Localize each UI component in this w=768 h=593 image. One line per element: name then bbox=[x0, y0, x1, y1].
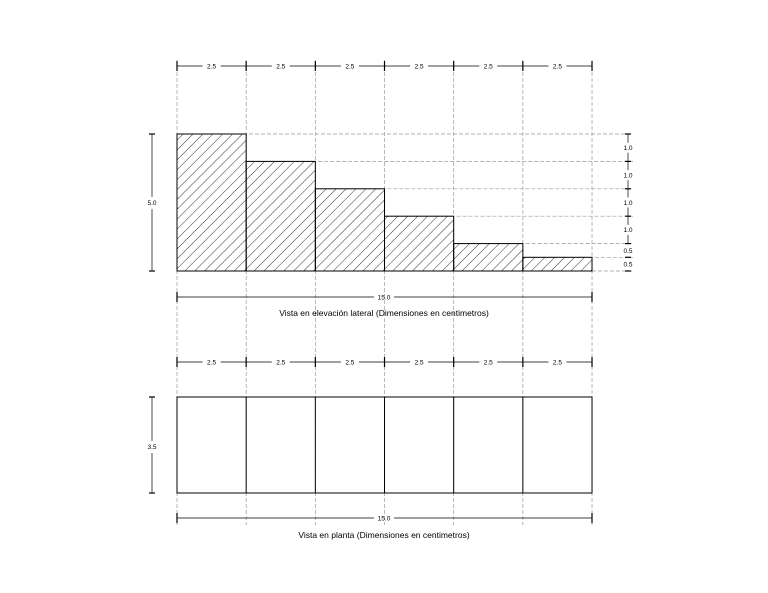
extension-lines bbox=[177, 60, 633, 525]
segment-width-label: 2.5 bbox=[345, 359, 355, 367]
segment-width-label: 2.5 bbox=[483, 359, 493, 367]
segment-width-label: 2.5 bbox=[345, 63, 355, 71]
step-height-label: 0.5 bbox=[623, 247, 633, 255]
elevation-block bbox=[315, 189, 384, 271]
segment-width-label: 2.5 bbox=[207, 359, 217, 367]
elevation-view bbox=[147, 61, 632, 318]
elevation-block bbox=[454, 244, 523, 271]
plan-depth-dimension bbox=[147, 397, 156, 493]
segment-width-label: 2.5 bbox=[483, 63, 493, 71]
elevation-step-dimensions bbox=[623, 134, 632, 271]
elevation-width-label: 15.0 bbox=[377, 294, 391, 302]
segment-width-label: 2.5 bbox=[276, 63, 286, 71]
elevation-height-label: 5.0 bbox=[147, 200, 157, 207]
step-height-label: 1.0 bbox=[623, 199, 633, 207]
step-height-label: 1.0 bbox=[623, 172, 633, 180]
elevation-top-dimensions bbox=[177, 61, 592, 71]
elevation-block bbox=[523, 257, 592, 271]
step-height-label: 0.5 bbox=[623, 261, 633, 269]
segment-width-label: 2.5 bbox=[414, 359, 424, 367]
elevation-block bbox=[385, 216, 454, 271]
plan-caption: Vista en planta (Dimensiones en centimetros) bbox=[298, 530, 470, 540]
segment-width-label: 2.5 bbox=[276, 359, 286, 367]
segment-width-label: 2.5 bbox=[552, 63, 562, 71]
plan-depth-label: 3.5 bbox=[147, 444, 157, 451]
plan-width-label: 15.0 bbox=[377, 515, 391, 523]
plan-cells bbox=[177, 397, 592, 493]
segment-width-label: 2.5 bbox=[414, 63, 424, 71]
step-height-label: 1.0 bbox=[623, 227, 633, 235]
segment-width-label: 2.5 bbox=[207, 63, 217, 71]
plan-view bbox=[147, 357, 592, 540]
elevation-caption: Vista en elevación lateral (Dimensiones en centimetros) bbox=[279, 308, 489, 318]
elevation-height-dimension bbox=[147, 134, 156, 271]
segment-width-label: 2.5 bbox=[552, 359, 562, 367]
plan-width-dimension bbox=[177, 513, 592, 523]
step-height-label: 1.0 bbox=[623, 145, 633, 152]
elevation-width-dimension bbox=[177, 292, 592, 302]
elevation-blocks bbox=[177, 134, 592, 271]
plan-top-dimensions bbox=[177, 357, 592, 367]
elevation-block bbox=[246, 161, 315, 271]
elevation-block bbox=[177, 134, 246, 271]
